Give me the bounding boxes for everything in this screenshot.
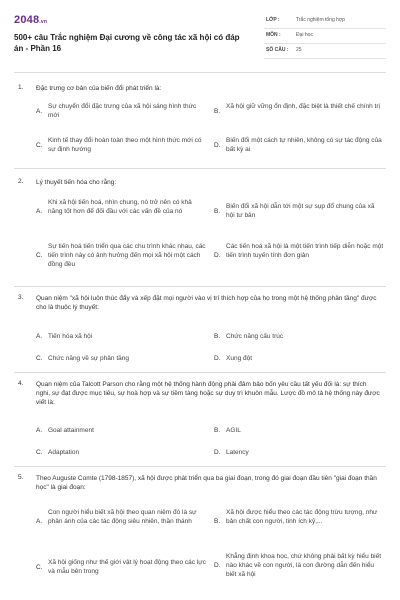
option-text: Latency bbox=[226, 449, 249, 456]
option-text: Kinh tế thay đổi hoàn toàn theo một hình thức mới có sự định hướng bbox=[48, 137, 202, 153]
option-text: Xã hội được hiểu theo các tác động trừu tượng, như bản chất con người, tinh ích kỷ,... bbox=[226, 509, 378, 525]
option-text: Xung đột bbox=[226, 355, 253, 362]
question-3 bbox=[14, 294, 386, 370]
option-letter: B. bbox=[214, 208, 221, 215]
question-5 bbox=[14, 474, 386, 596]
divider bbox=[14, 72, 386, 73]
option-letter: D. bbox=[214, 449, 221, 456]
question-text: Theo Auguste Comte (1798-1857), xã hội được phát triển qua ba giai đoạn, trong đó giai đoạn đầu tiên "giai đoạn thần học" là giai đoạn: bbox=[36, 475, 377, 491]
option-letter: B. bbox=[214, 427, 221, 434]
option-letter: C. bbox=[36, 142, 43, 149]
meta-value: 25 bbox=[296, 47, 302, 53]
question-text: Lý thuyết tiến hóa cho rằng: bbox=[36, 179, 117, 186]
option-letter: D. bbox=[214, 142, 221, 149]
option-text: Biến đổi một cách tự nhiên, không có sự tác động của bất kỳ ai bbox=[226, 137, 382, 153]
option-letter: A. bbox=[36, 208, 43, 215]
option-letter: B. bbox=[214, 518, 221, 525]
option-text: Tiến hóa xã hội bbox=[48, 333, 93, 340]
meta-row-class bbox=[264, 14, 386, 29]
option-letter: A. bbox=[36, 108, 43, 115]
option-text: Chức năng cấu trúc bbox=[226, 333, 284, 340]
divider bbox=[14, 168, 386, 169]
question-number: 4. bbox=[18, 380, 24, 387]
question-4 bbox=[14, 380, 386, 464]
divider bbox=[14, 372, 386, 373]
meta-key: MÔN : bbox=[266, 32, 281, 38]
site-logo[interactable] bbox=[14, 14, 47, 26]
option-letter: A. bbox=[36, 518, 43, 525]
meta-row-subject bbox=[264, 29, 386, 44]
option-letter: D. bbox=[214, 252, 221, 259]
option-text: Xã hội giữ vững ổn định, đặc biệt là thiết chế chính trị bbox=[226, 103, 380, 110]
question-text: Quan niệm "xã hội luôn thúc đẩy và xếp đặt mọi người vào vị trí thích hợp của họ trong một hệ thống phân tầng" được cho là thuộc lý thuyết: bbox=[36, 295, 377, 311]
question-number: 3. bbox=[18, 294, 24, 301]
option-text: AGIL bbox=[226, 427, 241, 434]
logo-main: 2048 bbox=[14, 14, 40, 26]
question-2 bbox=[14, 178, 386, 288]
question-text: Quan niệm của Talcott Parson cho rằng một hệ thống hành động phải đảm bảo bốn yêu cầu tất yếu đối là: sự thích nghi, sự đạt được mục tiêu, sự hoà hợp và sự tiềm tàng hoặc sự duy trì khuôn mẫu. Lược đồ mô tả hệ thống này được viết là: bbox=[36, 381, 380, 406]
option-letter: D. bbox=[214, 355, 221, 362]
option-letter: D. bbox=[214, 562, 221, 569]
question-number: 2. bbox=[18, 178, 24, 185]
meta-key: SỐ CÂU : bbox=[266, 47, 289, 53]
document-header bbox=[14, 14, 386, 66]
question-1 bbox=[14, 84, 386, 164]
option-letter: B. bbox=[214, 333, 221, 340]
option-text: Con người hiểu biết xã hội theo quan niệm đó là sự phản ánh của các tác động siêu nhiên, thần thánh bbox=[48, 509, 197, 525]
page-title: 500+ câu Trắc nghiệm Đại cương về công tác xã hội có đáp án - Phần 16 bbox=[14, 33, 240, 53]
meta-key: LỚP : bbox=[266, 17, 280, 23]
meta-table bbox=[264, 14, 386, 59]
meta-value: Trắc nghiệm tổng hợp bbox=[296, 17, 345, 23]
question-number: 5. bbox=[18, 474, 24, 481]
question-number: 1. bbox=[18, 84, 24, 91]
option-text: Khẳng định khoa học, chứ không phải bất kỳ hiểu biết nào khác về con người, là con đường dẫn đến hiểu biết xã hội bbox=[226, 553, 382, 578]
option-letter: C. bbox=[36, 564, 43, 571]
option-text: Sự chuyển đổi đặc trưng của xã hội sáng hình thức mới bbox=[48, 103, 197, 119]
option-letter: C. bbox=[36, 252, 43, 259]
meta-value: Đại học bbox=[296, 32, 313, 38]
option-letter: A. bbox=[36, 427, 43, 434]
option-text: Các tiến hoá xã hội là một tiến trình tiếp diễn hoặc một tiến trình tuyến tính đơn giản bbox=[226, 243, 384, 259]
divider bbox=[14, 286, 386, 287]
option-letter: B. bbox=[214, 108, 221, 115]
option-text: Chức năng về sự phân tầng bbox=[48, 355, 129, 362]
logo-suffix: .vn bbox=[39, 19, 48, 25]
option-letter: C. bbox=[36, 449, 43, 456]
question-text: Đặc trưng cơ bản của biến đổi phát triển là: bbox=[36, 85, 162, 92]
option-letter: A. bbox=[36, 333, 43, 340]
option-text: Biến đổi xã hội dẫn tới một sự sụp đổ chung của xã hội tư bản bbox=[226, 203, 375, 219]
option-letter: C. bbox=[36, 355, 43, 362]
divider bbox=[14, 466, 386, 467]
option-text: Khi xã hội tiến hoá, nhìn chung, nó trở nên có khả năng tốt hơn để đối đầu với các vấn đề của nó bbox=[48, 199, 192, 215]
option-text: Adaptation bbox=[48, 449, 80, 456]
meta-row-count bbox=[264, 44, 386, 59]
option-text: Sự tiến hoá tiến triển qua các chu trình khác nhau, các tiến trình này có ảnh hưởng đến mọi xã hội một cách đồng đều bbox=[48, 243, 206, 268]
option-text: Goal attainment bbox=[48, 427, 94, 434]
option-text: Xã hội giống như thế giới vật lý hoạt động theo các lực và mẫu bên trong bbox=[48, 559, 206, 575]
